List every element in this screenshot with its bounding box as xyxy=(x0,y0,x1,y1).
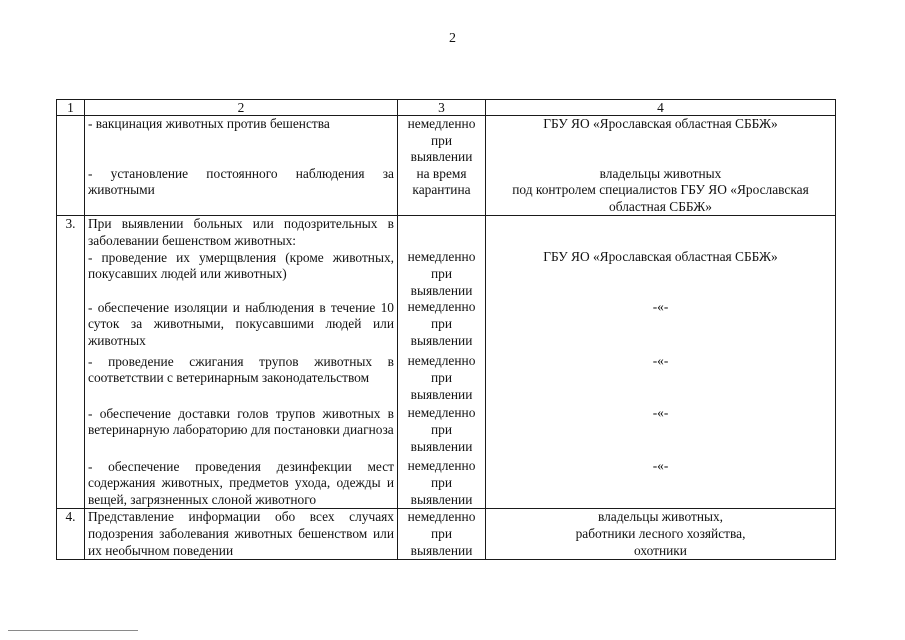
term-cell xyxy=(398,116,486,216)
responsible-cell xyxy=(486,216,836,509)
responsible-text: областная СББЖ» xyxy=(609,198,712,214)
measure-cell xyxy=(85,216,398,509)
term-text: выявлении xyxy=(410,491,473,507)
term-text: при xyxy=(430,132,453,148)
term-text: выявлении xyxy=(410,438,473,454)
term-cell xyxy=(398,216,486,509)
responsible-text: работники лесного хозяйства, xyxy=(575,525,746,541)
column-header: 4 xyxy=(486,100,836,116)
column-header: 3 xyxy=(398,100,486,116)
term-text: немедленно xyxy=(407,405,476,421)
footnote-rule xyxy=(8,630,138,631)
measure-cell xyxy=(85,116,398,216)
measure-text: - обеспечение доставки голов трупов животных в ветеринарную лабораторию для постановки диагноза xyxy=(88,405,394,438)
measure-intro: При выявлении больных или подозрительных в заболевании бешенством животных: xyxy=(88,216,394,248)
measure-text: - вакцинация животных против бешенства xyxy=(88,116,330,131)
column-header: 2 xyxy=(85,100,398,116)
measure-text: - обеспечение проведения дезинфекции мест содержания животных, предметов ухода, одежды и вещей, загрязненных слоной животного xyxy=(88,458,394,507)
table-row xyxy=(57,216,836,509)
term-text: при xyxy=(430,421,453,437)
responsible-text: -«- xyxy=(652,405,669,421)
term-group xyxy=(401,353,482,405)
term-text: при xyxy=(430,265,453,281)
term-text: немедленно xyxy=(407,458,476,474)
term-cell xyxy=(398,509,486,560)
term-text: выявлении xyxy=(410,282,473,298)
responsible-cell xyxy=(486,509,836,560)
measures-table xyxy=(56,99,836,560)
term-text: при xyxy=(430,315,453,331)
term-text: выявлении xyxy=(410,332,473,348)
term-text: выявлении xyxy=(410,542,473,558)
table-row xyxy=(57,509,836,560)
responsible-text: -«- xyxy=(652,458,669,474)
row-number-cell: 4. xyxy=(57,509,85,560)
term-text: немедленно xyxy=(407,509,476,525)
term-group xyxy=(401,249,482,299)
measure-text: - проведение их умерщвления (кроме животных, покусавших людей или животных) xyxy=(88,249,394,282)
measure-text: - проведение сжигания трупов животных в соответствии с ветеринарным законодательством xyxy=(88,353,394,386)
responsible-cell xyxy=(486,116,836,216)
term-text: при xyxy=(430,525,453,541)
term-group xyxy=(401,299,482,353)
row-number-cell: 3. xyxy=(57,216,85,509)
term-text: выявлении xyxy=(410,149,473,165)
page-number: 2 xyxy=(449,31,456,46)
term-text: на время xyxy=(416,165,467,181)
term-group xyxy=(401,405,482,458)
table-row xyxy=(57,116,836,216)
responsible-text: владельцы животных, xyxy=(597,509,724,525)
term-text: немедленно xyxy=(407,353,476,369)
term-text: при xyxy=(430,474,453,490)
row-number-cell xyxy=(57,116,85,216)
term-text: немедленно xyxy=(407,249,476,265)
responsible-text: владельцы животных xyxy=(599,165,722,181)
term-text: карантина xyxy=(412,182,471,198)
term-text: немедленно xyxy=(407,299,476,315)
table-header-row xyxy=(57,100,836,116)
measure-text: - установление постоянного наблюдения за животными xyxy=(88,165,394,198)
measure-cell: Представление информации обо всех случаях подозрения заболевания животных бешенством или их необычном поведении xyxy=(85,509,398,560)
term-text: выявлении xyxy=(410,386,473,402)
responsible-text: охотники xyxy=(634,542,687,558)
column-header: 1 xyxy=(57,100,85,116)
term-text: при xyxy=(430,369,453,385)
term-text: немедленно xyxy=(407,116,476,131)
responsible-text: ГБУ ЯО «Ярославская областная СББЖ» xyxy=(543,116,778,131)
responsible-text: ГБУ ЯО «Ярославская областная СББЖ» xyxy=(543,249,778,265)
responsible-text: -«- xyxy=(652,299,669,315)
responsible-text: под контролем специалистов ГБУ ЯО «Ярославская xyxy=(512,182,809,198)
term-group xyxy=(401,458,482,508)
measure-text: - обеспечение изоляции и наблюдения в течение 10 суток за животными, покусавшими людей или животных xyxy=(88,299,394,348)
responsible-text: -«- xyxy=(652,353,669,369)
